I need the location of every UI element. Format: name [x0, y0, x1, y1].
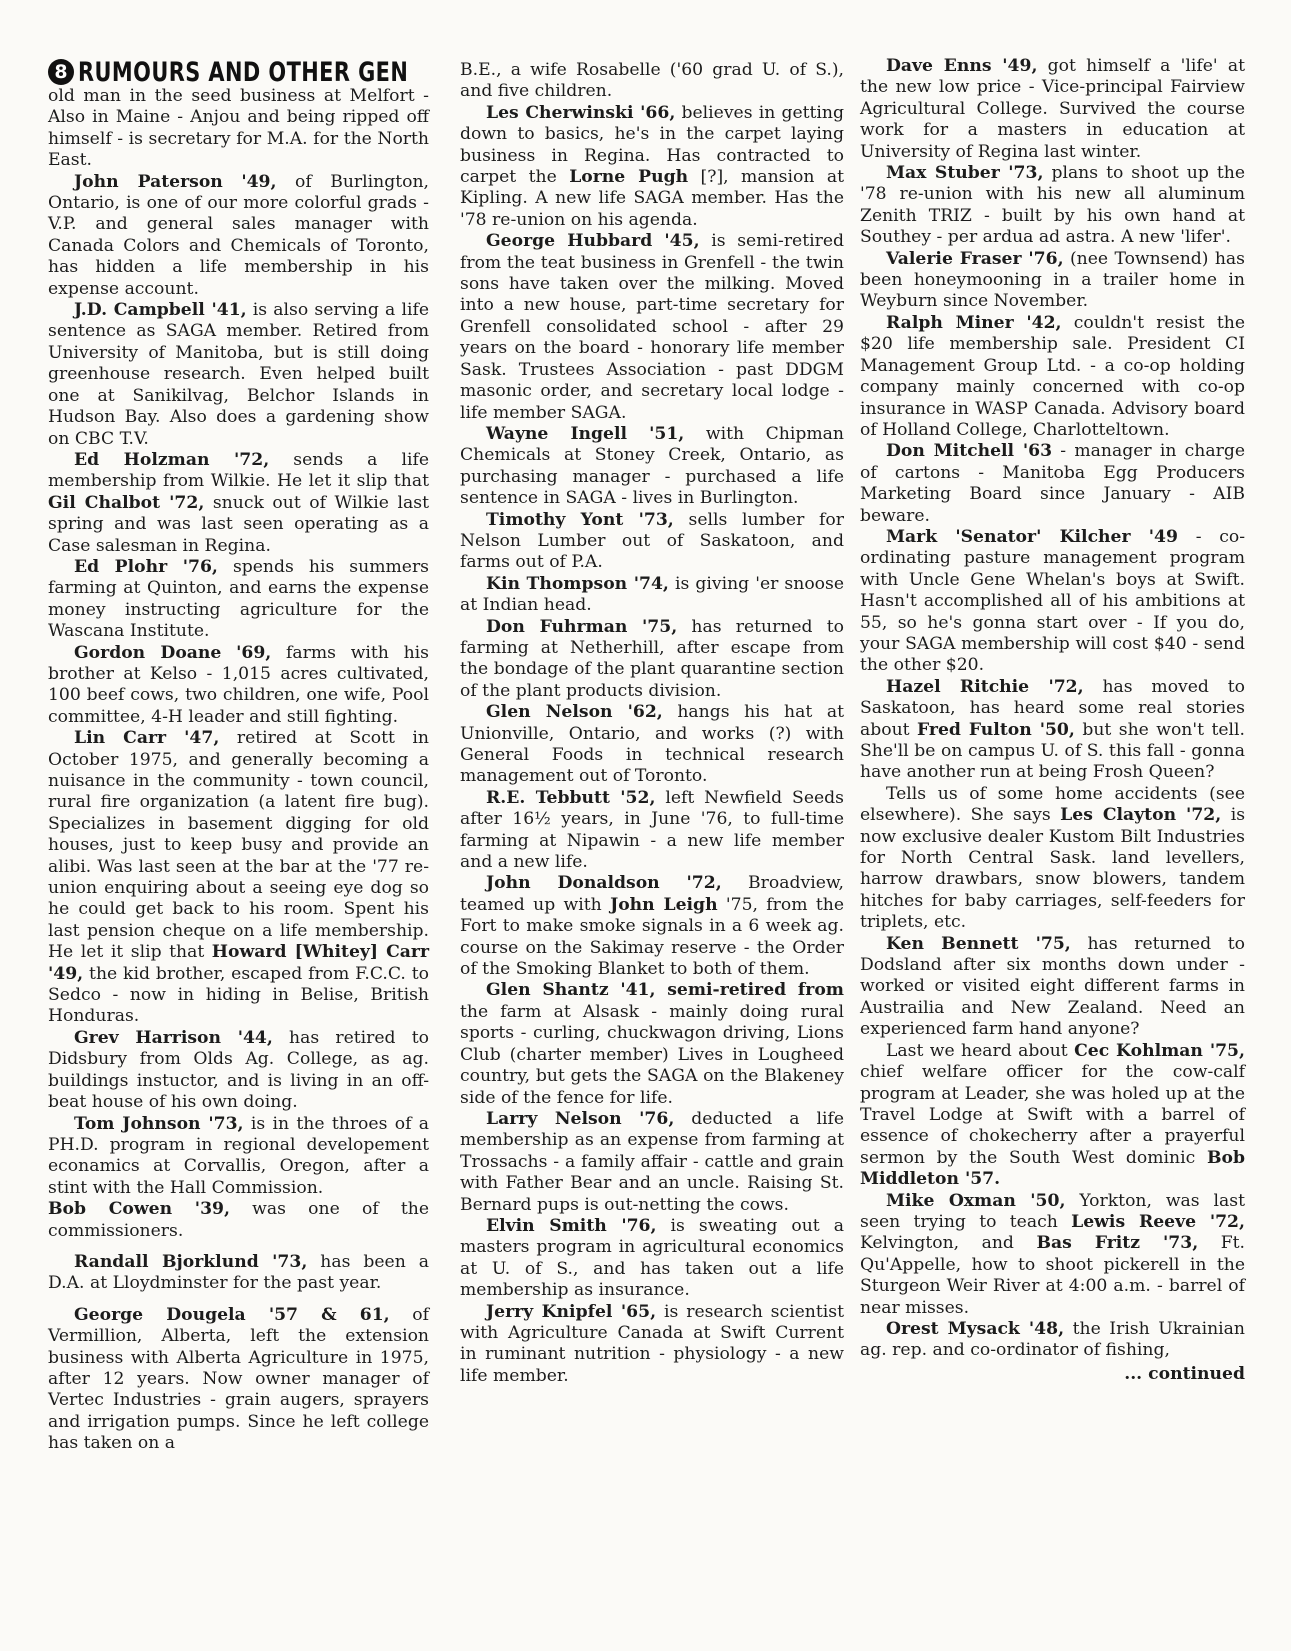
- news-item: [860, 1041, 1245, 1191]
- person-name: Lorne Pugh: [569, 167, 689, 188]
- person-name: Fred Fulton '50,: [917, 719, 1075, 740]
- item-text: the farm at Alsask - mainly doing rural sports - curling, chuckwagon driving, Lions Club (charter member) Lives in Lougheed country, but gets the SAGA on the Blakeney side of the fence for life.: [460, 1001, 844, 1108]
- item-text: - manager in charge of cartons - Manitoba Egg Producers Marketing Board since January - AIB beware.: [860, 441, 1246, 526]
- news-item: [48, 1305, 429, 1455]
- item-text: hangs his hat at Unionville, Ontario, and works (?) with General Foods in technical research management out of Toronto.: [460, 702, 844, 787]
- item-text: was one of the commissioners.: [48, 1199, 429, 1241]
- column-3: [860, 56, 1245, 1385]
- person-name: Bas Fritz '73,: [1036, 1233, 1199, 1254]
- item-text: is now exclusive dealer Kustom Bilt Industries for North Central Sask. land levellers, harrow drawbars, snow blowers, tandem hitches for baby carriages, self-feeders for triplets, etc.: [860, 805, 1246, 933]
- item-text: '75, from the Fort to make smoke signals in a 6 week ag. course on the Sakimay reserve - the Order of the Smoking Blanket to both of them.: [460, 894, 845, 980]
- item-text: Ft. Qu'Appelle, how to shoot pickerell in the Sturgeon Weir River at 4:00 a.m. - barrel of near misses.: [860, 1233, 1246, 1318]
- item-text: is sweating out a masters program in agricultural economics at U. of S., and has taken out a life membership as insurance.: [460, 1215, 844, 1301]
- news-item: [48, 172, 429, 300]
- person-name: George Hubbard '45,: [486, 231, 700, 252]
- section-header: [48, 56, 433, 88]
- news-item: [48, 728, 429, 1028]
- item-text: sells lumber for Nelson Lumber out of Saskatoon, and farms out of P.A.: [460, 509, 844, 573]
- person-name: Lin Carr '47,: [74, 728, 220, 749]
- news-item: [460, 980, 844, 1108]
- item-text: is also serving a life sentence as SAGA member. Retired from University of Manitoba, but is still doing greenhouse research. Even helped built one at Sanikilvag, Belchor Islands in Hudson Bay. Also does a gardening show on CBC T.V.: [48, 300, 429, 449]
- person-name: John Leigh: [610, 894, 718, 915]
- item-text: left Newfield Seeds after 16½ years, in June '76, to full-time farming at Nipawin - a new life member and a new life.: [460, 787, 844, 873]
- news-item: [460, 873, 844, 980]
- person-name: John Donaldson '72,: [486, 873, 722, 894]
- item-text: farms with his brother at Kelso - 1,015 acres cultivated, 100 beef cows, two children, one wife, Pool committee, 4-H leader and still fighting.: [48, 642, 429, 727]
- person-name: Glen Shantz '41, semi-retired from: [486, 980, 844, 1001]
- person-name: Ed Plohr '76,: [74, 556, 218, 577]
- page-number-badge: 8: [48, 59, 74, 85]
- section-title: RUMOURS AND OTHER GEN: [78, 56, 409, 88]
- item-text: is in the throes of a PH.D. program in regional developement econamics at Corvallis, Oregon, after a stint with the Hall Commission.: [48, 1113, 429, 1198]
- news-item: [48, 643, 429, 729]
- news-item: [48, 1028, 429, 1114]
- item-text: is giving 'er snoose at Indian head.: [460, 573, 845, 616]
- news-item: [48, 1199, 429, 1242]
- person-name: R.E. Tebbutt '52,: [486, 787, 656, 808]
- person-name: '49,: [241, 171, 277, 192]
- news-item: [860, 677, 1245, 784]
- item-text: with Chipman Chemicals at Stoney Creek, Ontario, as purchasing manager - purchased a life sentence in SAGA - lives in Burlington.: [460, 423, 844, 509]
- item-text: [221, 643, 236, 663]
- news-item: [860, 527, 1245, 677]
- item-text: sends a life membership from Wilkie. He let it slip that: [48, 449, 429, 492]
- item-text: B.E., a wife Rosabelle ('60 grad U. of S.), and five children.: [460, 60, 844, 102]
- news-item: [48, 1252, 429, 1295]
- news-item: [860, 313, 1245, 441]
- person-name: Valerie Fraser '76,: [886, 248, 1064, 269]
- item-text: got himself a 'life' at the new low price - Vice-principal Fairview Agricultural College. Survived the course work for a masters in education at University of Regina last winter.: [860, 56, 1245, 162]
- news-item: [460, 60, 844, 103]
- person-name: Larry Nelson '76,: [486, 1108, 675, 1129]
- person-name: Les Cherwinski '66,: [486, 102, 676, 123]
- person-name: Gil Chalbot '72,: [48, 492, 205, 513]
- person-name: Max Stuber '73,: [886, 163, 1044, 184]
- person-name: Timothy Yont '73,: [486, 509, 674, 530]
- item-text: spends his summers farming at Quinton, and earns the expense money instructing agriculture for the Wascana Institute.: [48, 556, 430, 642]
- news-item: [48, 450, 429, 557]
- person-name: Kin Thompson '74,: [486, 573, 669, 594]
- person-name: Howard [Whitey] Carr '49,: [48, 942, 430, 984]
- person-name: Ken Bennett '75,: [886, 933, 1071, 954]
- news-item: [860, 1319, 1245, 1362]
- item-text: old man in the seed business at Melfort - Also in Maine - Anjou and being ripped off himself - is secretary for M.A. for the North East.: [48, 86, 429, 171]
- newsletter-page: [48, 52, 1244, 1632]
- person-name: Don Mitchell '63: [886, 441, 1053, 462]
- news-item: [460, 617, 844, 703]
- news-item: [460, 574, 844, 617]
- item-text: has been a D.A. at Lloydminster for the past year.: [48, 1251, 429, 1294]
- news-item: [460, 702, 844, 788]
- item-text: (nee Townsend) has been honeymooning in a trailer home in Weyburn since November.: [860, 248, 1245, 312]
- item-text: Kelvington, and: [860, 1233, 1037, 1254]
- item-text: of Burlington, Ontario, is one of our more colorful grads - V.P. and general sales manager with Canada Colors and Chemicals of Toronto, has hidden a life membership in his expense account.: [48, 171, 429, 299]
- person-name: Bob Middleton '57.: [860, 1147, 1245, 1190]
- person-name: George Dougela '57 & 61,: [74, 1304, 390, 1325]
- news-item: [48, 300, 429, 450]
- person-name: Ralph Miner '42,: [886, 312, 1062, 333]
- person-name: Lewis Reeve '72,: [1071, 1211, 1246, 1232]
- news-item: [860, 784, 1245, 934]
- item-text: is research scientist with Agriculture Canada at Swift Current in ruminant nutrition - physiology - a new life member.: [460, 1301, 845, 1386]
- person-name: Mike Oxman '50,: [886, 1190, 1066, 1211]
- item-text: [223, 172, 242, 192]
- item-text: Yorkton, was last seen trying to teach: [860, 1190, 1245, 1232]
- person-name: Gordon Doane: [74, 642, 222, 663]
- news-item: [860, 441, 1245, 527]
- person-name: Dave Enns '49,: [886, 56, 1038, 76]
- item-text: - co-ordinating pasture management program with Uncle Gene Whelan's boys at Swift. Hasn't accomplished all of his ambitions at 55, so he's gonna start over - If you do, your SAGA membership will cost $40 - send the other $20.: [860, 526, 1246, 676]
- item-text: Tells us of some home accidents (see elsewhere). She says: [860, 783, 1245, 826]
- item-text: plans to shoot up the '78 re-union with his new all aluminum Zenith TRIZ - built by his own hand at Southey - per ardua ad astra. A new 'lifer'.: [860, 163, 1245, 248]
- person-name: Mark 'Senator' Kilcher '49: [886, 526, 1178, 547]
- item-text: believes in getting down to basics, he's in the carpet laying business in Regina. Has contracted to carpet the: [460, 102, 844, 188]
- news-item: [860, 249, 1245, 313]
- item-text: is semi-retired from the teat business in Grenfell - the twin sons have taken over the milking. Moved into a new house, part-time secretary for Grenfell consolidated school - after 29 years on the board - honorary life member Sask. Trustees Association - past DDGM masonic order, and secretary local lodge - life member SAGA.: [460, 231, 844, 423]
- item-text: has returned to Dodsland after six months down under - worked or visited eight different farms in Austrailia and New Zealand. Need an experienced farm hand anyone?: [860, 933, 1245, 1040]
- person-name: Cec Kohlman '75,: [1074, 1040, 1245, 1061]
- person-name: John Paterson: [74, 171, 223, 192]
- item-text: has returned to farming at Netherhill, after escape from the bondage of the plant quarantine section of the plant products division.: [460, 616, 844, 701]
- news-item: [48, 557, 429, 643]
- person-name: Glen Nelson '62,: [486, 702, 663, 723]
- person-name: Tom Johnson '73,: [74, 1113, 244, 1134]
- news-item: [460, 1216, 844, 1302]
- item-text: has retired to Didsbury from Olds Ag. College, as ag. buildings instuctor, and is living in an off-beat house of his own doing.: [48, 1027, 429, 1113]
- person-name: J.D. Campbell '41,: [74, 300, 247, 321]
- item-text: Broadview, teamed up with: [460, 873, 844, 915]
- person-name: Les Clayton '72,: [1060, 805, 1222, 826]
- item-text: Last we heard about: [886, 1040, 1075, 1061]
- news-item: [460, 788, 844, 874]
- person-name: Ed Holzman '72,: [74, 449, 270, 470]
- person-name: Elvin Smith '76,: [486, 1215, 657, 1236]
- continued-label: ... continued: [1124, 1363, 1245, 1384]
- item-text: the Irish Ukrainian ag. rep. and co-ordinator of fishing,: [860, 1318, 1245, 1361]
- item-text: retired at Scott in October 1975, and generally becoming a nuisance in the community - town council, rural fire organization (a latent fire bug). Specializes in basement digging for old houses, just to keep busy and provide an alibi. Was last seen at the bar at the '77 re-union enquiring about a seeing eye dog so he could get back to his room. Spent his last pension cheque on a life membership. He let it slip that: [48, 728, 429, 963]
- person-name: Randall Bjorklund '73,: [74, 1251, 308, 1272]
- news-item: [460, 424, 844, 510]
- news-item: [460, 510, 844, 574]
- news-item: [460, 1109, 844, 1216]
- item-text: deducted a life membership as an expense from farming at Trossachs - a family affair - cattle and grain with Father Bear and an uncle. Raising St. Bernard pups is out-netting the cows.: [460, 1108, 844, 1215]
- news-item: [860, 163, 1245, 249]
- news-item: [460, 103, 844, 231]
- item-text: but she won't tell. She'll be on campus U. of S. this fall - gonna have another run at being Frosh Queen?: [860, 719, 1245, 783]
- person-name: Don Fuhrman '75,: [486, 616, 678, 637]
- news-item: [460, 231, 844, 424]
- news-item: [860, 934, 1245, 1041]
- news-item: [48, 1114, 429, 1200]
- item-text: chief welfare officer for the cow-calf program at Leader, she was holed up at the Travel Lodge at Swift with a barrel of essence of chokecherry after a prayerful sermon by the South West dominic: [860, 1062, 1245, 1168]
- person-name: Grev Harrison '44,: [74, 1027, 273, 1048]
- person-name: '69,: [236, 642, 272, 663]
- news-item: [860, 56, 1245, 163]
- item-text: of Vermillion, Alberta, left the extension business with Alberta Agriculture in 1975, after 12 years. Now owner manager of Vertec Industries - grain augers, sprayers and irrigation pumps. Since he left college has taken on a: [48, 1304, 429, 1454]
- item-text: [?], mansion at Kipling. A new life SAGA member. Has the '78 re-union on his agenda.: [460, 167, 844, 230]
- column-2: [460, 60, 844, 1387]
- item-text: has moved to Saskatoon, has heard some real stories about: [860, 676, 1245, 740]
- person-name: Bob Cowen '39,: [48, 1199, 230, 1220]
- news-item: [460, 1302, 844, 1388]
- person-name: Jerry Knipfel '65,: [486, 1301, 657, 1322]
- column-1: [48, 86, 429, 1455]
- item-text: the kid brother, escaped from F.C.C. to Sedco - now in hiding in Belise, British Honduras.: [48, 963, 429, 1027]
- person-name: Hazel Ritchie '72,: [886, 676, 1084, 697]
- person-name: Wayne Ingell '51,: [486, 423, 685, 444]
- person-name: Orest Mysack '48,: [886, 1318, 1065, 1339]
- news-item: [860, 1191, 1245, 1319]
- news-item: [48, 86, 429, 172]
- item-text: couldn't resist the $20 life membership sale. President CI Management Group Ltd. - a co-op holding company mainly concerned with co-op insurance in WASP Canada. Advisory board of Holland College, Charlotteltown.: [860, 312, 1245, 440]
- item-text: snuck out of Wilkie last spring and was last seen operating as a Case salesman in Regina.: [48, 492, 429, 556]
